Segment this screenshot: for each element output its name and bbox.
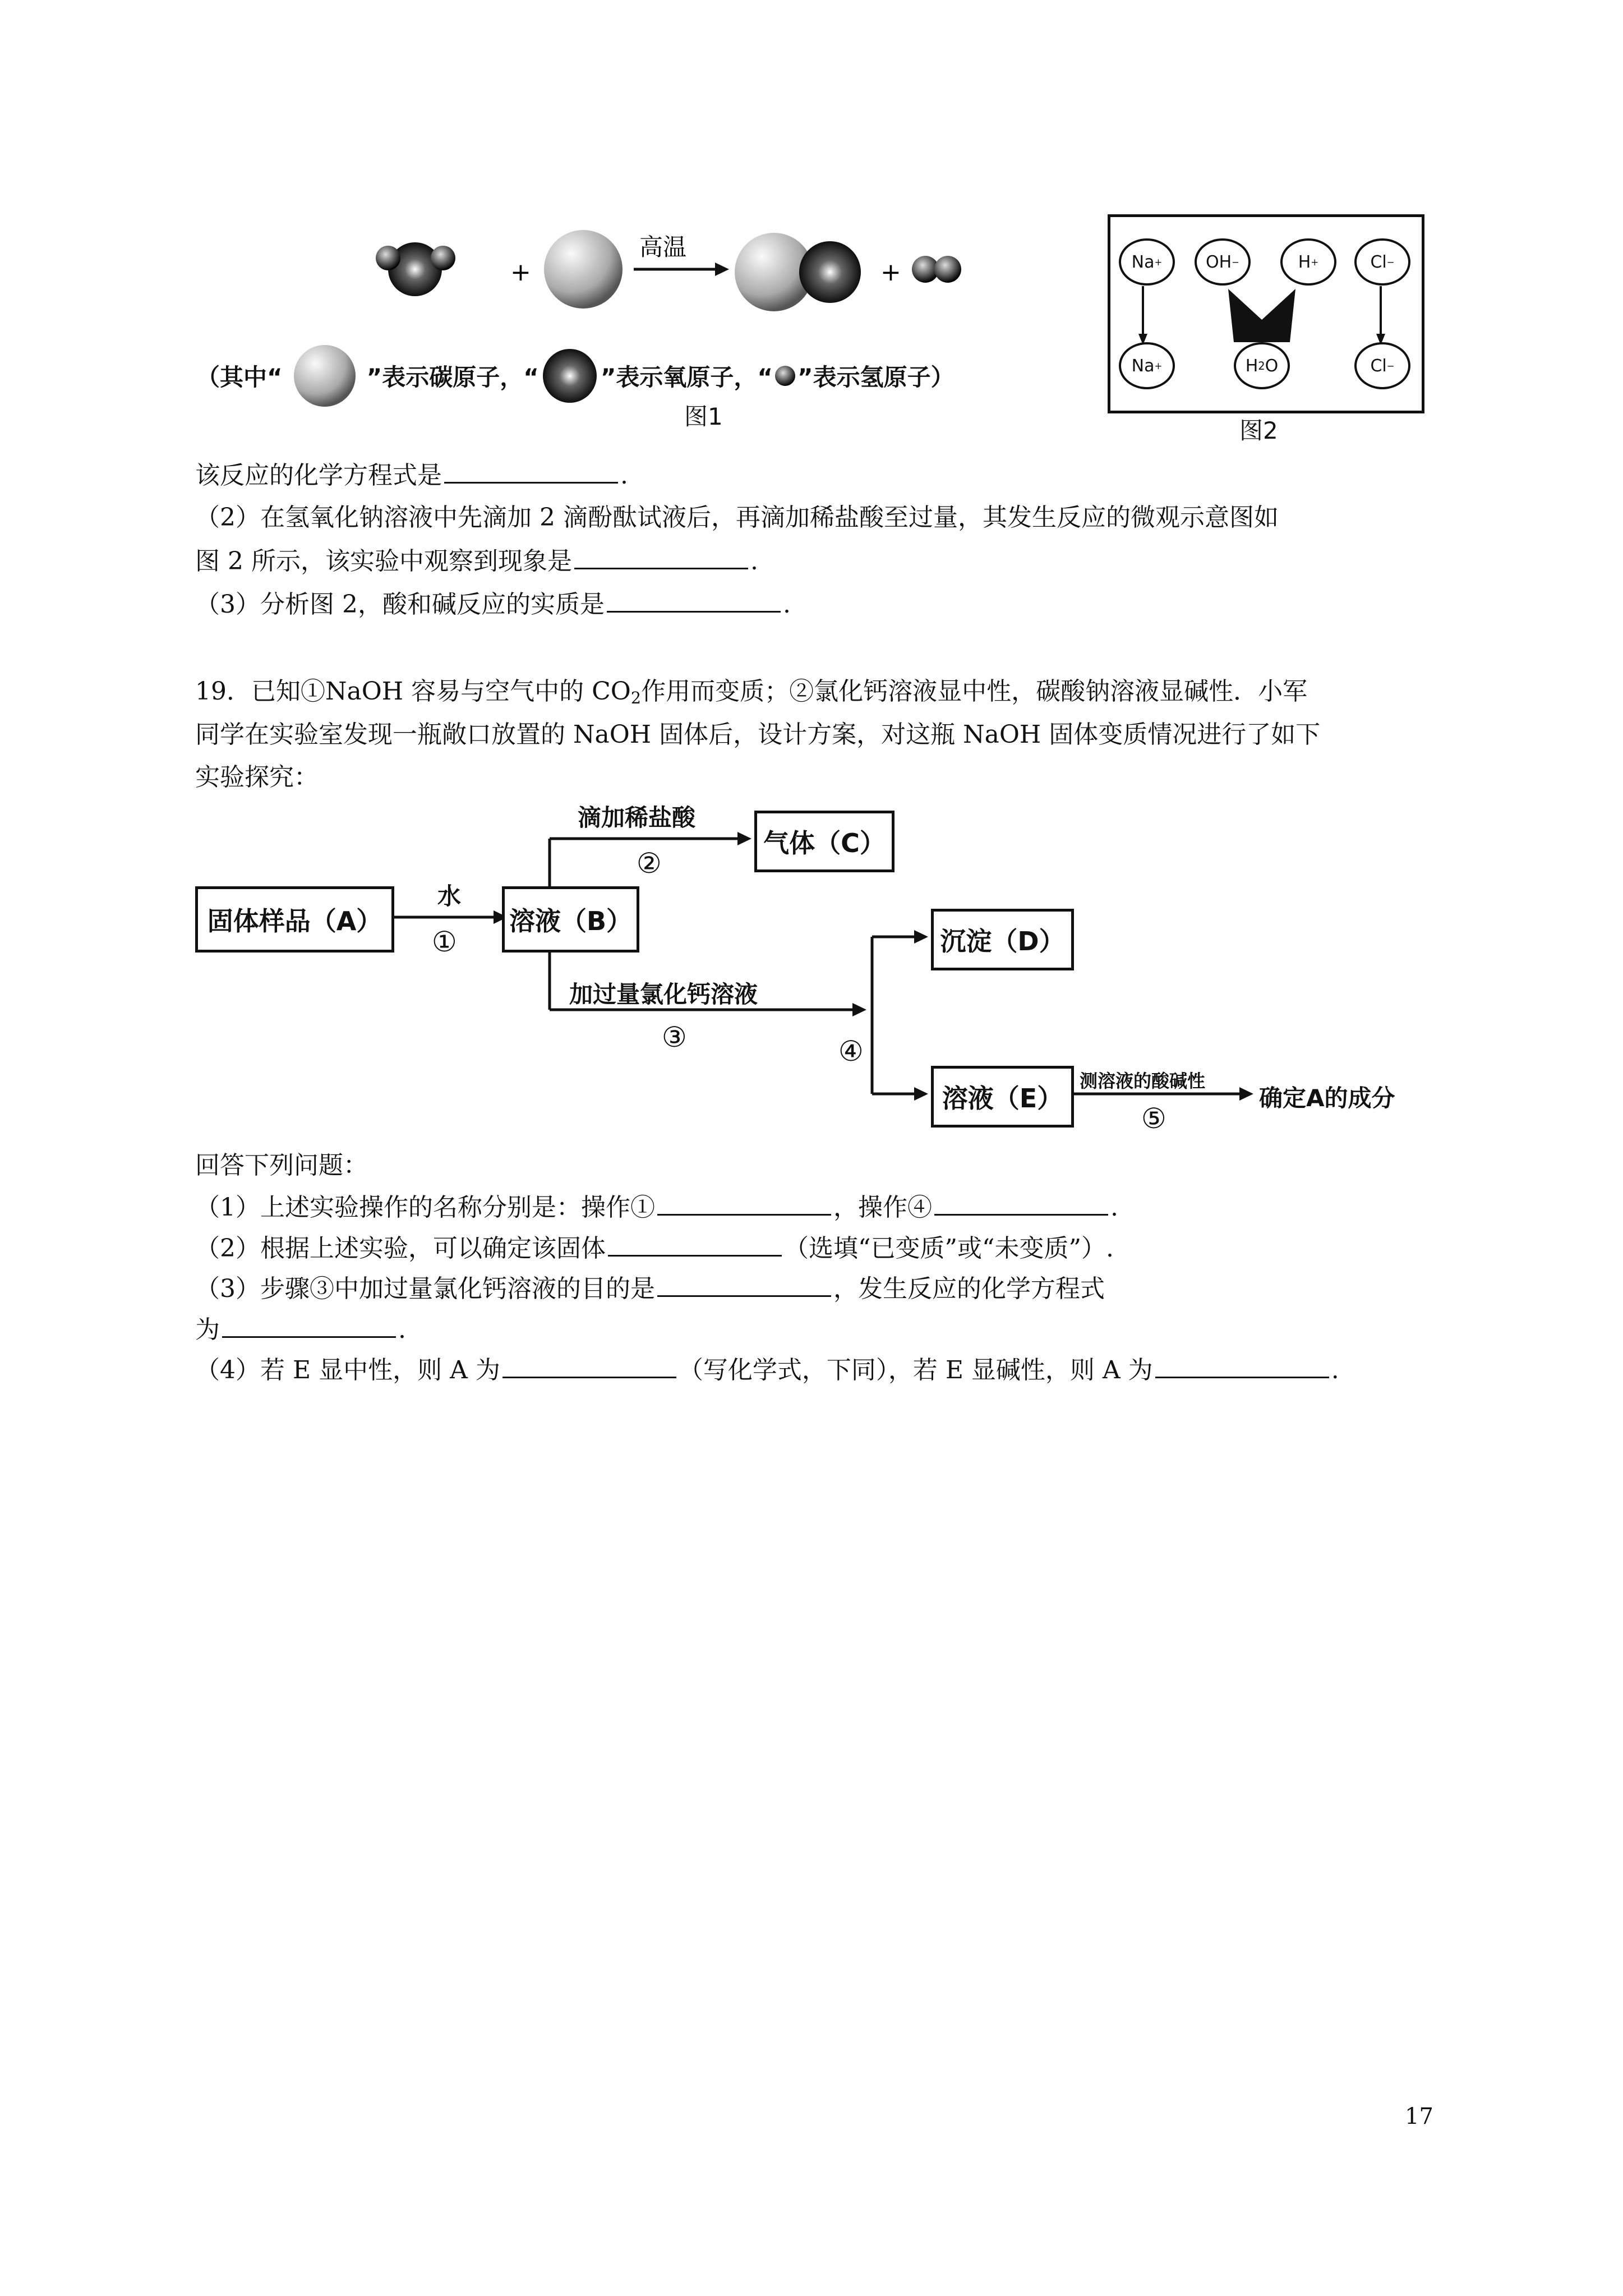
label-water: 水 bbox=[437, 882, 462, 910]
box-solution-b: 溶液（B） bbox=[502, 886, 639, 953]
answer-blank[interactable] bbox=[222, 1312, 396, 1338]
step-5: ⑤ bbox=[1141, 1102, 1166, 1135]
answer-blank[interactable] bbox=[934, 1189, 1108, 1216]
figure-1-legend bbox=[196, 342, 955, 409]
step-4: ④ bbox=[838, 1035, 864, 1068]
q18-line-2: （2）在氢氧化钠溶液中先滴加 2 滴酚酞试液后，再滴加稀盐酸至过量，其发生反应的微观示意图如 bbox=[195, 503, 1279, 532]
answer-4: （4）若 E 显中性，则 A 为 （写化学式，下同），若 E 显碱性，则 A 为 . bbox=[195, 1352, 1339, 1387]
label-add-acid: 滴加稀盐酸 bbox=[578, 804, 696, 831]
answers-intro: 回答下列问题： bbox=[195, 1151, 368, 1180]
oxygen-legend-icon bbox=[539, 345, 601, 407]
legend-text: （其中“ bbox=[196, 364, 283, 391]
answer-blank[interactable] bbox=[608, 1230, 782, 1257]
box-solid-sample-a: 固体样品（A） bbox=[195, 886, 394, 953]
plus-sign: + bbox=[880, 258, 901, 287]
label-test-ph: 测溶液的酸碱性 bbox=[1080, 1070, 1206, 1092]
ion-cl-top: Cl − bbox=[1354, 238, 1410, 286]
q18-line-1: 该反应的化学方程式是 . bbox=[195, 457, 628, 493]
ion-na-bottom: Na + bbox=[1119, 342, 1175, 389]
answer-blank[interactable] bbox=[574, 543, 748, 569]
step-3: ③ bbox=[662, 1021, 687, 1053]
co-molecule bbox=[735, 233, 861, 311]
figure-2-caption: 图2 bbox=[1239, 417, 1278, 444]
figure-1-caption: 图1 bbox=[684, 403, 723, 430]
answer-2: （2）根据上述实验，可以确定该固体 （选填“已变质”或“未变质”）. bbox=[195, 1230, 1114, 1266]
carbon-legend-icon bbox=[283, 342, 367, 409]
step-1: ① bbox=[432, 926, 457, 958]
ion-na-top: Na + bbox=[1119, 238, 1175, 286]
answer-3-cont: 为 . bbox=[195, 1312, 406, 1347]
figure-2-arrows bbox=[1116, 280, 1419, 348]
hydrogen-molecule bbox=[912, 256, 961, 283]
q18-line-3: 图 2 所示，该实验中观察到现象是 . bbox=[195, 543, 758, 578]
q19-line-3: 实验探究： bbox=[195, 763, 319, 792]
page-number: 17 bbox=[1405, 2104, 1433, 2129]
box-gas-c: 气体（C） bbox=[754, 811, 895, 872]
legend-text: ”表示氢原子） bbox=[797, 364, 955, 391]
answer-blank[interactable] bbox=[444, 457, 618, 484]
arrow-label: 高温 bbox=[639, 233, 687, 261]
neutralization-shape bbox=[1228, 289, 1295, 342]
hydrogen-legend-icon bbox=[773, 364, 797, 388]
ion-h: H + bbox=[1280, 238, 1336, 286]
answer-blank[interactable] bbox=[1155, 1352, 1329, 1378]
legend-text: ”表示氧原子，“ bbox=[600, 364, 773, 391]
ion-oh: OH − bbox=[1195, 238, 1251, 286]
legend-text: ”表示碳原子，“ bbox=[366, 364, 539, 391]
box-solution-e: 溶液（E） bbox=[931, 1066, 1074, 1128]
answer-blank[interactable] bbox=[607, 586, 781, 613]
answer-blank[interactable] bbox=[502, 1352, 676, 1378]
label-determine-a: 确定A的成分 bbox=[1259, 1084, 1395, 1112]
answer-blank[interactable] bbox=[657, 1271, 831, 1297]
label-add-cacl2: 加过量氯化钙溶液 bbox=[569, 981, 758, 1008]
answer-1: （1）上述实验操作的名称分别是：操作① ，操作④ . bbox=[195, 1189, 1118, 1225]
water-molecule-label: H 2 O bbox=[1234, 342, 1290, 389]
box-precipitate-d: 沉淀（D） bbox=[931, 909, 1074, 970]
carbon-atom bbox=[544, 230, 623, 309]
water-molecule bbox=[376, 242, 455, 296]
ion-cl-bottom: Cl − bbox=[1354, 342, 1410, 389]
q18-line-4: （3）分析图 2，酸和碱反应的实质是 . bbox=[195, 586, 791, 622]
answer-3: （3）步骤③中加过量氯化钙溶液的目的是 ，发生反应的化学方程式 bbox=[195, 1271, 1105, 1306]
reaction-arrow bbox=[634, 263, 729, 276]
answer-blank[interactable] bbox=[657, 1189, 831, 1216]
plus-sign: + bbox=[510, 258, 531, 287]
q19-line-1: 19．已知①NaOH 容易与空气中的 $CO_2$作用而变质；②氯化钙溶液显中性，碳酸钠溶液显碱性．小军 bbox=[195, 677, 1308, 708]
step-2: ② bbox=[637, 847, 662, 880]
q19-line-2: 同学在实验室发现一瓶敞口放置的 NaOH 固体后，设计方案，对这瓶 NaOH 固体变质情况进行了如下 bbox=[195, 720, 1321, 749]
